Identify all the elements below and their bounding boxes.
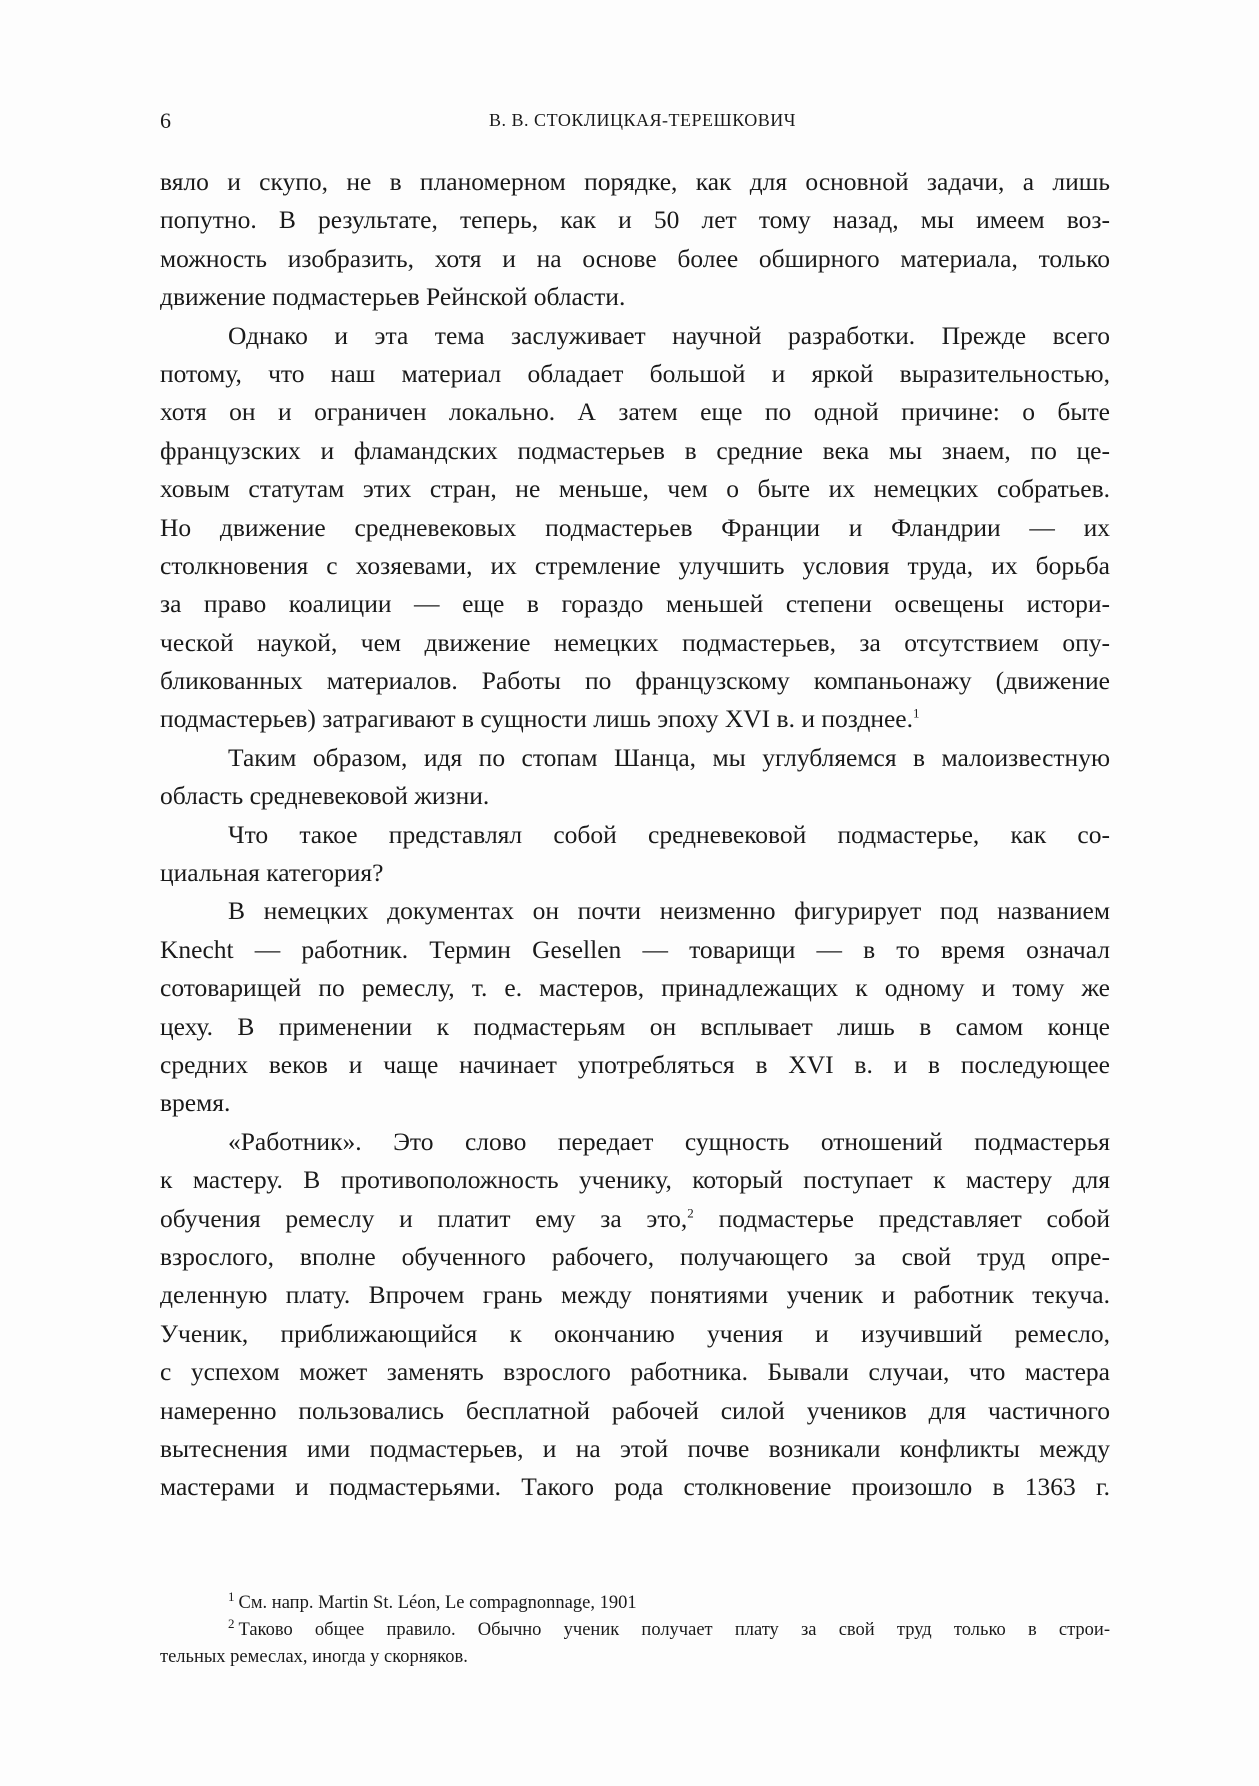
text-line: область средневековой жизни. <box>160 781 490 811</box>
text-line: циальная категория? <box>160 858 384 888</box>
text-line: попутно. В результате, теперь, как и 50 лет тому назад, мы имеем воз- <box>160 205 1110 235</box>
text-line: ческой наукой, чем движение немецких подмастерьев, за отсутствием опу- <box>160 627 1110 657</box>
text-line-with-footnote-ref <box>160 1200 1110 1238</box>
footnote-text: См. напр. Martin St. Léon, Le compagnonnage, 1901 <box>238 1593 637 1613</box>
text-line: ховым статутам этих стран, не меньше, чем о быте их немецких собратьев. <box>160 474 1110 504</box>
footnote-2-continuation: тельных ремеслах, иногда у скорняков. <box>160 1647 468 1667</box>
footnote-ref-2[interactable]: 2 <box>687 1205 694 1221</box>
text-line: потому, что наш материал обладает большой и яркой выразительностью, <box>160 358 1110 388</box>
text-segment: подмастерьев) затрагивают в сущности лишь эпоху XVI в. и позднее. <box>160 704 913 734</box>
text-line: за право коалиции — еще в гораздо меньшей степени освещены истори- <box>160 589 1110 619</box>
footnote-1 <box>160 1590 1110 1617</box>
page-number: 6 <box>160 108 171 133</box>
text-line: можность изобразить, хотя и на основе более обширного материала, только <box>160 243 1110 273</box>
text-line: вяло и скупо, не в планомерном порядке, как для основной задачи, а лишь <box>160 167 1110 196</box>
text-line: бликованных материалов. Работы по французскому компаньонажу (движение <box>160 666 1110 696</box>
paragraph-start-line: «Работник». Это слово передает сущность отношений подмастерья <box>228 1126 1110 1156</box>
text-line: цеху. В применении к подмастерьям он всплывает лишь в самом конце <box>160 1011 1110 1041</box>
text-segment: обучения ремеслу и платит ему за это, <box>160 1203 688 1233</box>
paragraph-start-line: Что такое представлял собой средневековой подмастерье, как со- <box>228 819 1110 849</box>
text-line: столкновения с хозяевами, их стремление улучшить условия труда, их борьба <box>160 550 1110 580</box>
footnotes <box>160 1590 1110 1671</box>
text-line: Ученик, приближающийся к окончанию учения и изучивший ремесло, <box>160 1318 1110 1348</box>
text-line: взрослого, вполне обученного рабочего, получающего за свой труд опре- <box>160 1241 1110 1271</box>
body-text <box>160 163 1110 1507</box>
text-line: к мастеру. В противоположность ученику, который поступает к мастеру для <box>160 1165 1110 1195</box>
paragraph-start-line: Однако и эта тема заслуживает научной разработки. Прежде всего <box>228 320 1110 350</box>
text-line: Но движение средневековых подмастерьев Франции и Фландрии — их <box>160 512 1110 542</box>
text-line: сотоварищей по ремеслу, т. е. мастеров, принадлежащих к одному и тому же <box>160 973 1110 1003</box>
footnote-2 <box>160 1617 1110 1644</box>
paragraph-start-line: Таким образом, идя по стопам Шанца, мы углубляемся в малоизвестную <box>228 742 1110 772</box>
paragraph-start-line: В немецких документах он почти неизменно фигурирует под названием <box>228 896 1110 926</box>
footnote-marker: 1 <box>228 1588 235 1604</box>
text-line: намеренно пользовались бесплатной рабочей силой учеников для частичного <box>160 1395 1110 1425</box>
text-line: хотя он и ограничен локально. А затем еще по одной причине: о быте <box>160 397 1110 427</box>
text-line: Knecht — работник. Термин Gesellen — товарищи — в то время означал <box>160 934 1110 964</box>
page-header <box>160 108 1105 138</box>
text-line: движение подмастерьев Рейнской области. <box>160 282 626 312</box>
text-line: время. <box>160 1088 231 1118</box>
text-line: деленную плату. Впрочем грань между понятиями ученик и работник текуча. <box>160 1280 1110 1310</box>
footnote-text: Таково общее правило. Обычно ученик получает плату за свой труд только в строи- <box>238 1620 1110 1640</box>
text-line: вытеснения ими подмастерьев, и на этой почве возникали конфликты между <box>160 1433 1110 1463</box>
text-line: средних веков и чаще начинает употребляться в XVI в. и в последующее <box>160 1049 1110 1079</box>
footnote-marker: 2 <box>228 1615 235 1631</box>
text-line-with-footnote-ref <box>160 700 1110 738</box>
text-segment: подмастерье представляет собой <box>693 1203 1110 1233</box>
running-title: В. В. СТОКЛИЦКАЯ-ТЕРЕШКОВИЧ <box>489 110 796 130</box>
footnote-ref-1[interactable]: 1 <box>913 705 920 721</box>
text-line: французских и фламандских подмастерьев в средние века мы знаем, по це- <box>160 435 1110 465</box>
text-line: с успехом может заменять взрослого работника. Бывали случаи, что мастера <box>160 1357 1110 1387</box>
text-line: мастерами и подмастерьями. Такого рода столкновение произошло в 1363 г. <box>160 1472 1110 1502</box>
